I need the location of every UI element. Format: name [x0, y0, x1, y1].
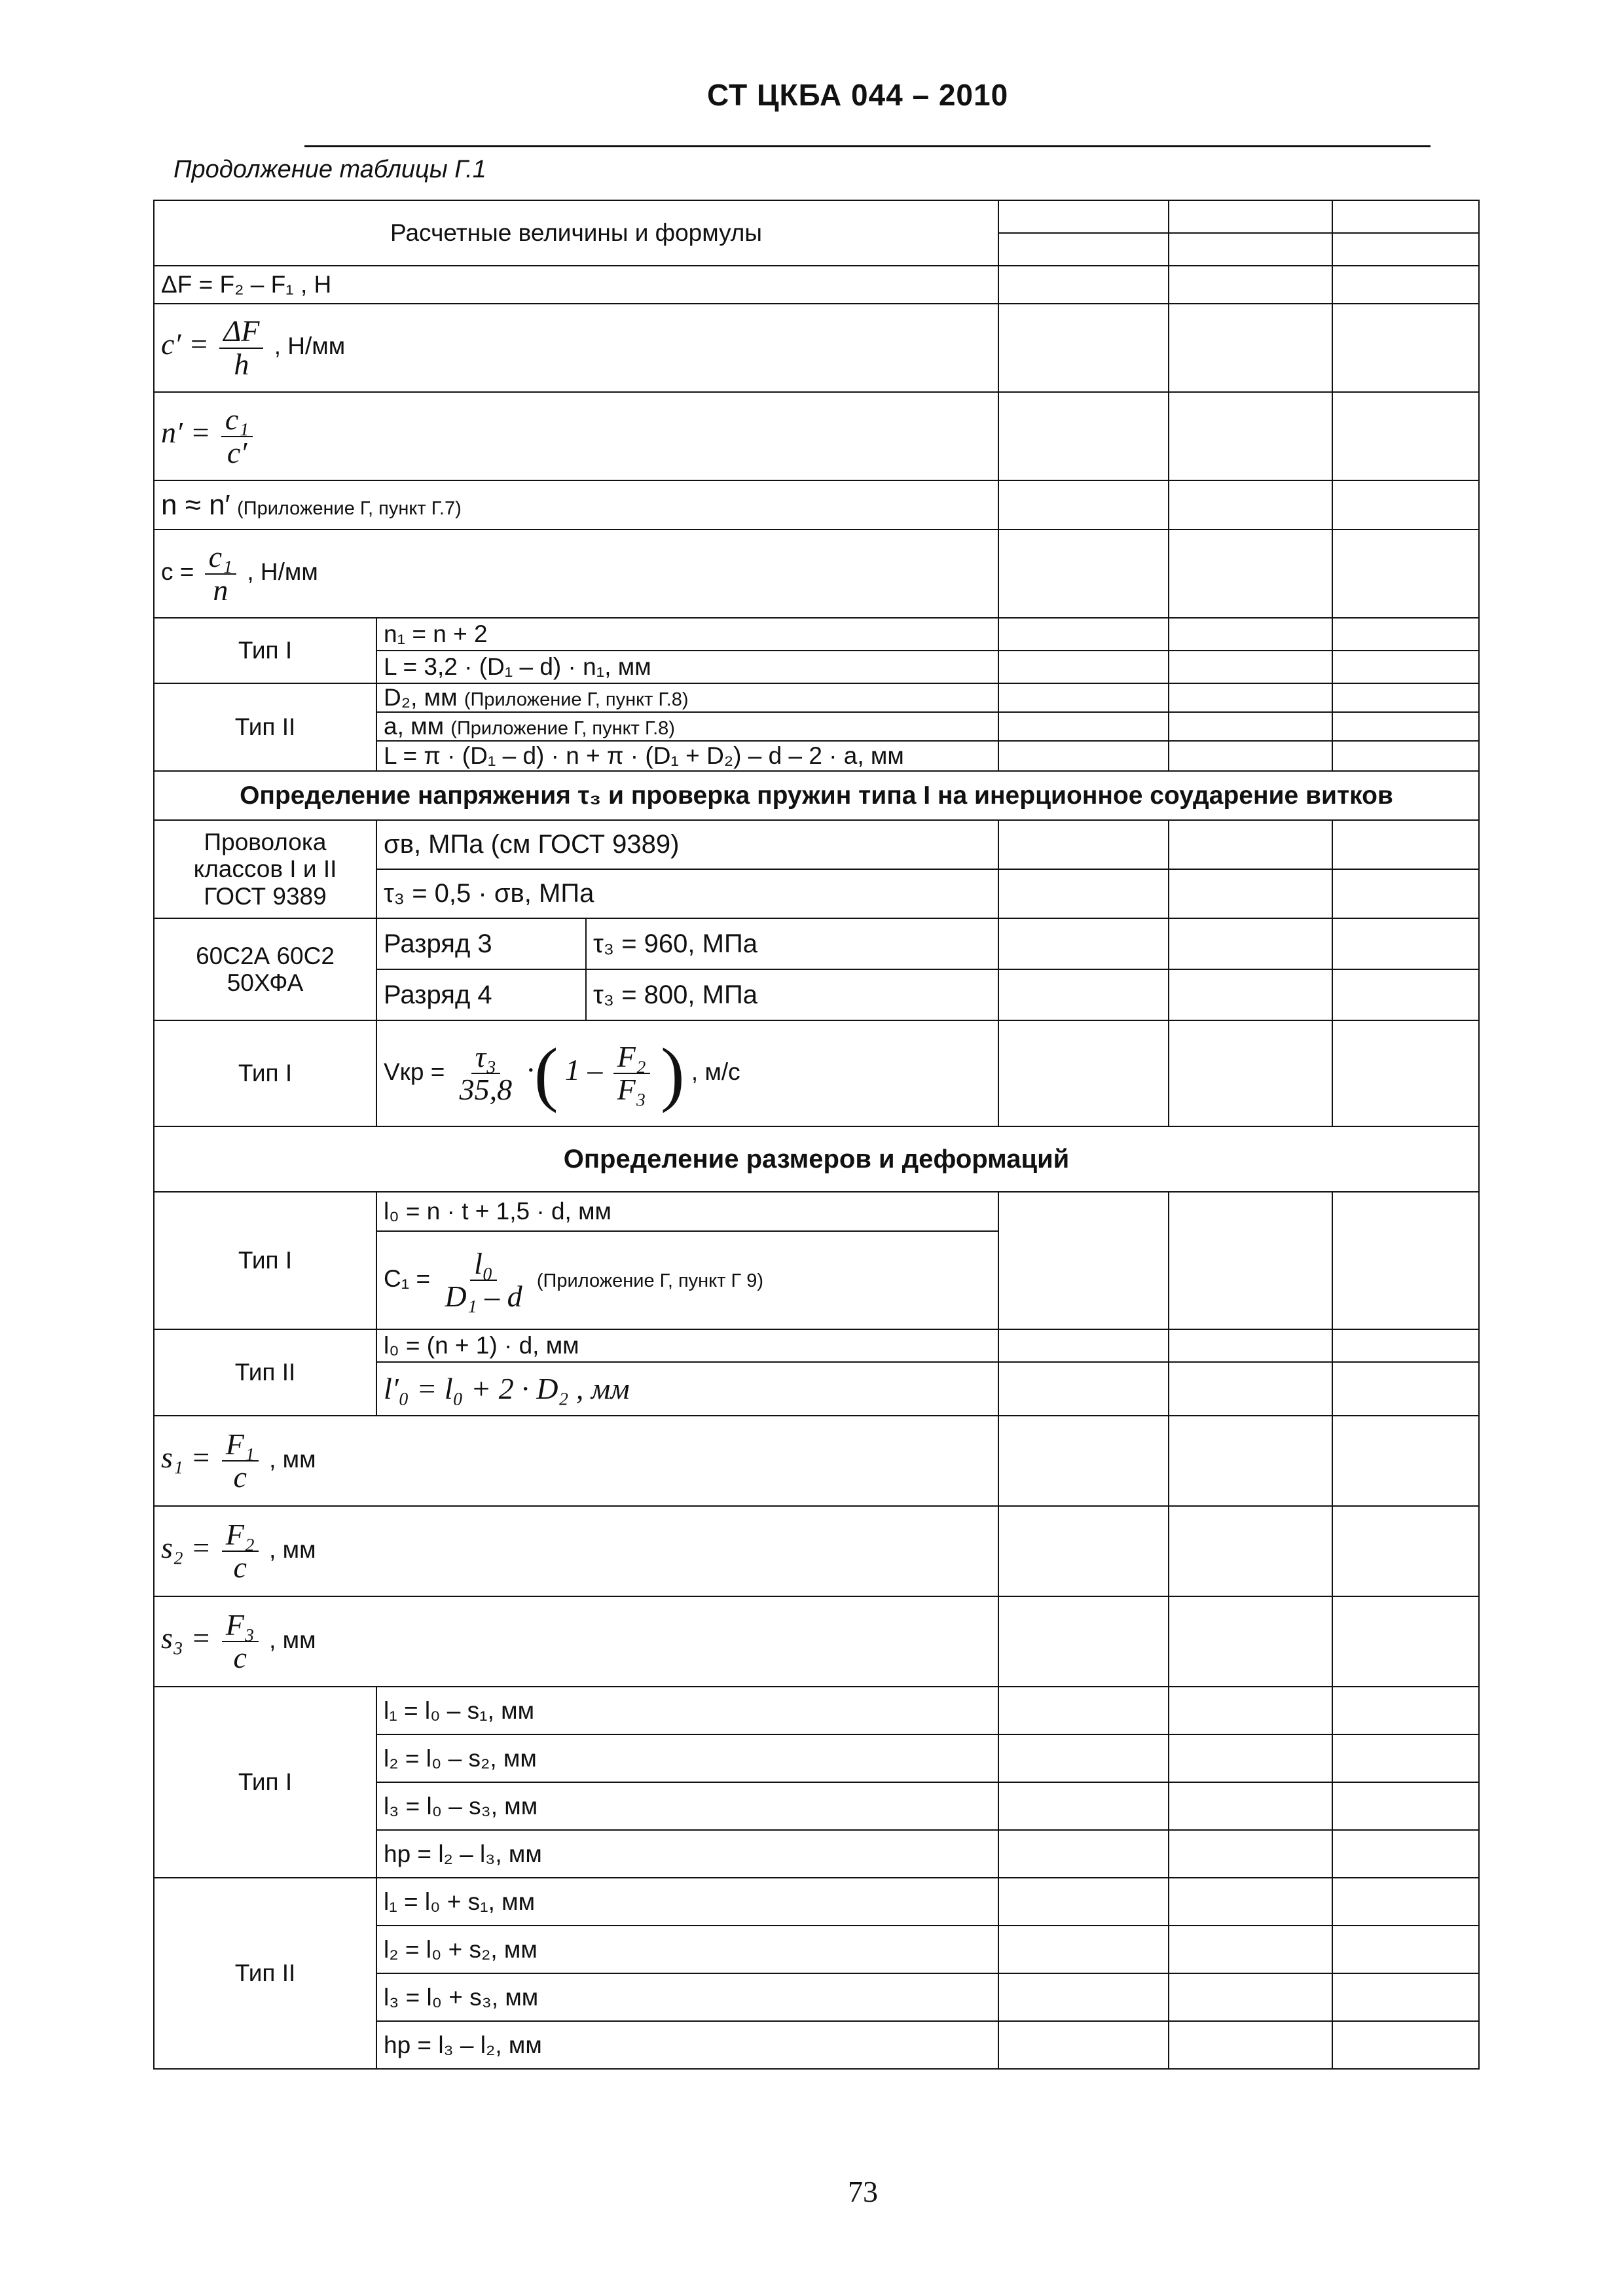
c-formula: c = $\frac{\text{c₁}}{n}$ , Н/мм — [154, 529, 998, 618]
grade-4-label: Разряд 4 — [376, 969, 586, 1020]
l0-type-ii-formula: l₀ = (n + 1) · d, мм — [376, 1329, 998, 1362]
page-number: 73 — [848, 2175, 878, 2208]
l0-type-i-formula: l₀ = n · t + 1,5 · d, мм — [376, 1192, 998, 1231]
v-critical-formula: Vкр = $\frac{\text{τ₃}}{35,8}$ ·( 1 – $\frac{\text{F₂}}{\text{F₃}}$ ) , м/с — [376, 1020, 998, 1126]
column-header: Расчетные величины и формулы — [154, 200, 998, 266]
section-dimensions-heading: Определение размеров и деформаций — [154, 1126, 1479, 1192]
delta-f-formula: ΔF = F₂ – F₁ , Н — [154, 266, 998, 304]
length-formula: l₃ = l₀ + s₃, мм — [376, 1973, 998, 2021]
a-value: a, мм (Приложение Г, пункт Г.8) — [376, 712, 998, 741]
length-formula: l₂ = l₀ – s₂, мм — [376, 1734, 998, 1782]
working-stroke-formula: hр = l₃ – l₂, мм — [376, 2021, 998, 2069]
grade-4-tau: τ₃ = 800, МПа — [586, 969, 998, 1020]
tau3-wire-formula: τ₃ = 0,5 · σв, МПа — [376, 869, 998, 918]
type-ii-label: Тип II — [154, 1878, 376, 2069]
length-formula: l₁ = l₀ – s₁, мм — [376, 1687, 998, 1734]
calculation-table — [153, 200, 1480, 2070]
type-ii-label: Тип II — [154, 1329, 376, 1416]
l-type-i-formula: L = 3,2 · (D₁ – d) · n₁, мм — [376, 651, 998, 683]
steel-grades-label: 60С2А 60С2 50ХФА — [154, 918, 376, 1020]
n-approx-formula: n ≈ n′ (Приложение Г, пункт Г.7) — [154, 480, 998, 529]
working-stroke-formula: hр = l₂ – l₃, мм — [376, 1830, 998, 1878]
type-i-label: Тип I — [154, 1192, 376, 1329]
section-stress-heading: Определение напряжения τ₃ и проверка пружин типа I на инерционное соударение витков — [154, 771, 1479, 820]
document-code: СТ ЦКБА 044 – 2010 — [707, 78, 1009, 112]
c-prime-formula: c′ = $\frac{\Delta F}{h}$ , Н/мм — [154, 304, 998, 392]
d2-value: D₂, мм (Приложение Г, пункт Г.8) — [376, 683, 998, 712]
wire-class-label: Проволока классов I и II ГОСТ 9389 — [154, 820, 376, 918]
type-i-label: Тип I — [154, 1687, 376, 1878]
s2-formula: s₂ = $\frac{\text{F₂}}{c}$ , мм — [154, 1506, 998, 1596]
length-formula: l₃ = l₀ – s₃, мм — [376, 1782, 998, 1830]
table-continuation-label: Продолжение таблицы Г.1 — [173, 156, 486, 183]
n1-formula: n₁ = n + 2 — [376, 618, 998, 651]
n-prime-formula: n′ = $\frac{\text{c₁}}{c'}$ — [154, 392, 998, 480]
sigma-b-value: σв, МПа (см ГОСТ 9389) — [376, 820, 998, 869]
c1-formula: C₁ = $\frac{\text{l₀}}{\text{D₁ – d}}$ (Приложение Г, пункт Г 9) — [376, 1231, 998, 1329]
length-formula: l₁ = l₀ + s₁, мм — [376, 1878, 998, 1926]
type-ii-label: Тип II — [154, 683, 376, 771]
header-rule — [304, 145, 1431, 147]
type-i-label: Тип I — [154, 618, 376, 683]
grade-3-label: Разряд 3 — [376, 918, 586, 969]
type-i-label: Тип I — [154, 1020, 376, 1126]
l-type-ii-formula: L = π · (D₁ – d) · n + π · (D₁ + D₂) – d – 2 · a, мм — [376, 741, 998, 771]
l0-prime-formula: l′₀ = l₀ + 2 · D₂ , мм — [376, 1362, 998, 1416]
length-formula: l₂ = l₀ + s₂, мм — [376, 1926, 998, 1973]
s1-formula: s₁ = $\frac{\text{F₁}}{c}$ , мм — [154, 1416, 998, 1506]
s3-formula: s₃ = $\frac{\text{F₃}}{c}$ , мм — [154, 1596, 998, 1687]
grade-3-tau: τ₃ = 960, МПа — [586, 918, 998, 969]
